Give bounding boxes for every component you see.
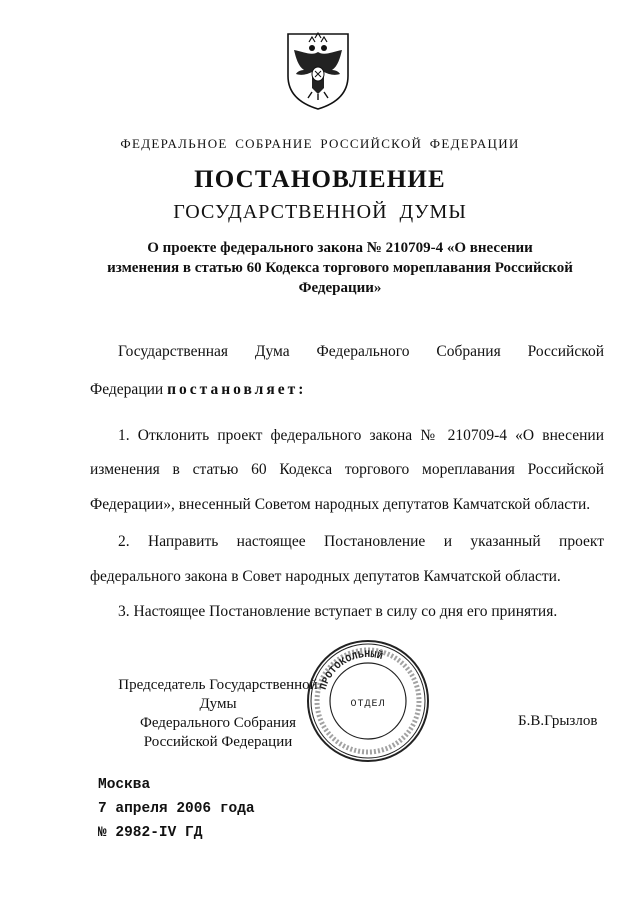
item-2-line: федерального закона в Совет народных депутатов Камчатской области. bbox=[90, 568, 561, 585]
preamble-text: Федерации bbox=[90, 381, 168, 398]
item-1-line: 1. Отклонить проект федерального закона № 210709-4 «О внесении bbox=[118, 427, 604, 444]
document-subject bbox=[100, 238, 580, 298]
document-footer bbox=[98, 773, 255, 845]
subject-line: Федерации» bbox=[298, 280, 382, 296]
position-line: Российской Федерации bbox=[143, 734, 293, 750]
footer-city: Москва bbox=[98, 777, 151, 793]
footer-number: № 2982-IV ГД bbox=[98, 825, 203, 841]
preamble-line: Государственная Дума Федерального Собрания Российской bbox=[118, 343, 604, 360]
item-2-line: 2. Направить настоящее Постановление и указанный проект bbox=[118, 533, 604, 550]
signer-name: Б.В.Грызлов bbox=[518, 713, 598, 729]
item-1-line: изменения в статью 60 Кодекса торгового мореплавания Российской bbox=[90, 461, 604, 478]
svg-text:ПРОТОКОЛЬНЫЙ bbox=[319, 648, 385, 691]
item-3-line: 3. Настоящее Постановление вступает в силу со дня его принятия. bbox=[118, 603, 558, 620]
subject-line: О проекте федерального закона № 210709-4 «О внесении bbox=[147, 240, 533, 256]
position-line: Председатель Государственной Думы bbox=[118, 677, 318, 712]
document-title: ПОСТАНОВЛЕНИЕ bbox=[194, 166, 446, 193]
position-line: Федерального Собрания bbox=[139, 715, 297, 731]
document-subtitle: ГОСУДАРСТВЕННОЙ ДУМЫ bbox=[173, 201, 467, 223]
round-seal-icon bbox=[305, 638, 431, 764]
preamble-line bbox=[90, 381, 604, 399]
seal-center-text: ОТДЕЛ bbox=[350, 699, 386, 710]
item-1-line: Федерации», внесенный Советом народных депутатов Камчатской области. bbox=[90, 496, 591, 513]
coat-of-arms-icon bbox=[282, 30, 354, 112]
signature-position bbox=[112, 676, 324, 752]
organization-name: ФЕДЕРАЛЬНОЕ СОБРАНИЕ РОССИЙСКОЙ ФЕДЕРАЦИИ bbox=[120, 136, 520, 151]
seal-ring-text: ПРОТОКОЛЬНЫЙ bbox=[318, 649, 384, 692]
footer-date: 7 апреля 2006 года bbox=[98, 801, 255, 817]
resolves-word: постановляет: bbox=[167, 381, 307, 398]
subject-line: изменения в статью 60 Кодекса торгового мореплавания Российской bbox=[107, 260, 573, 276]
